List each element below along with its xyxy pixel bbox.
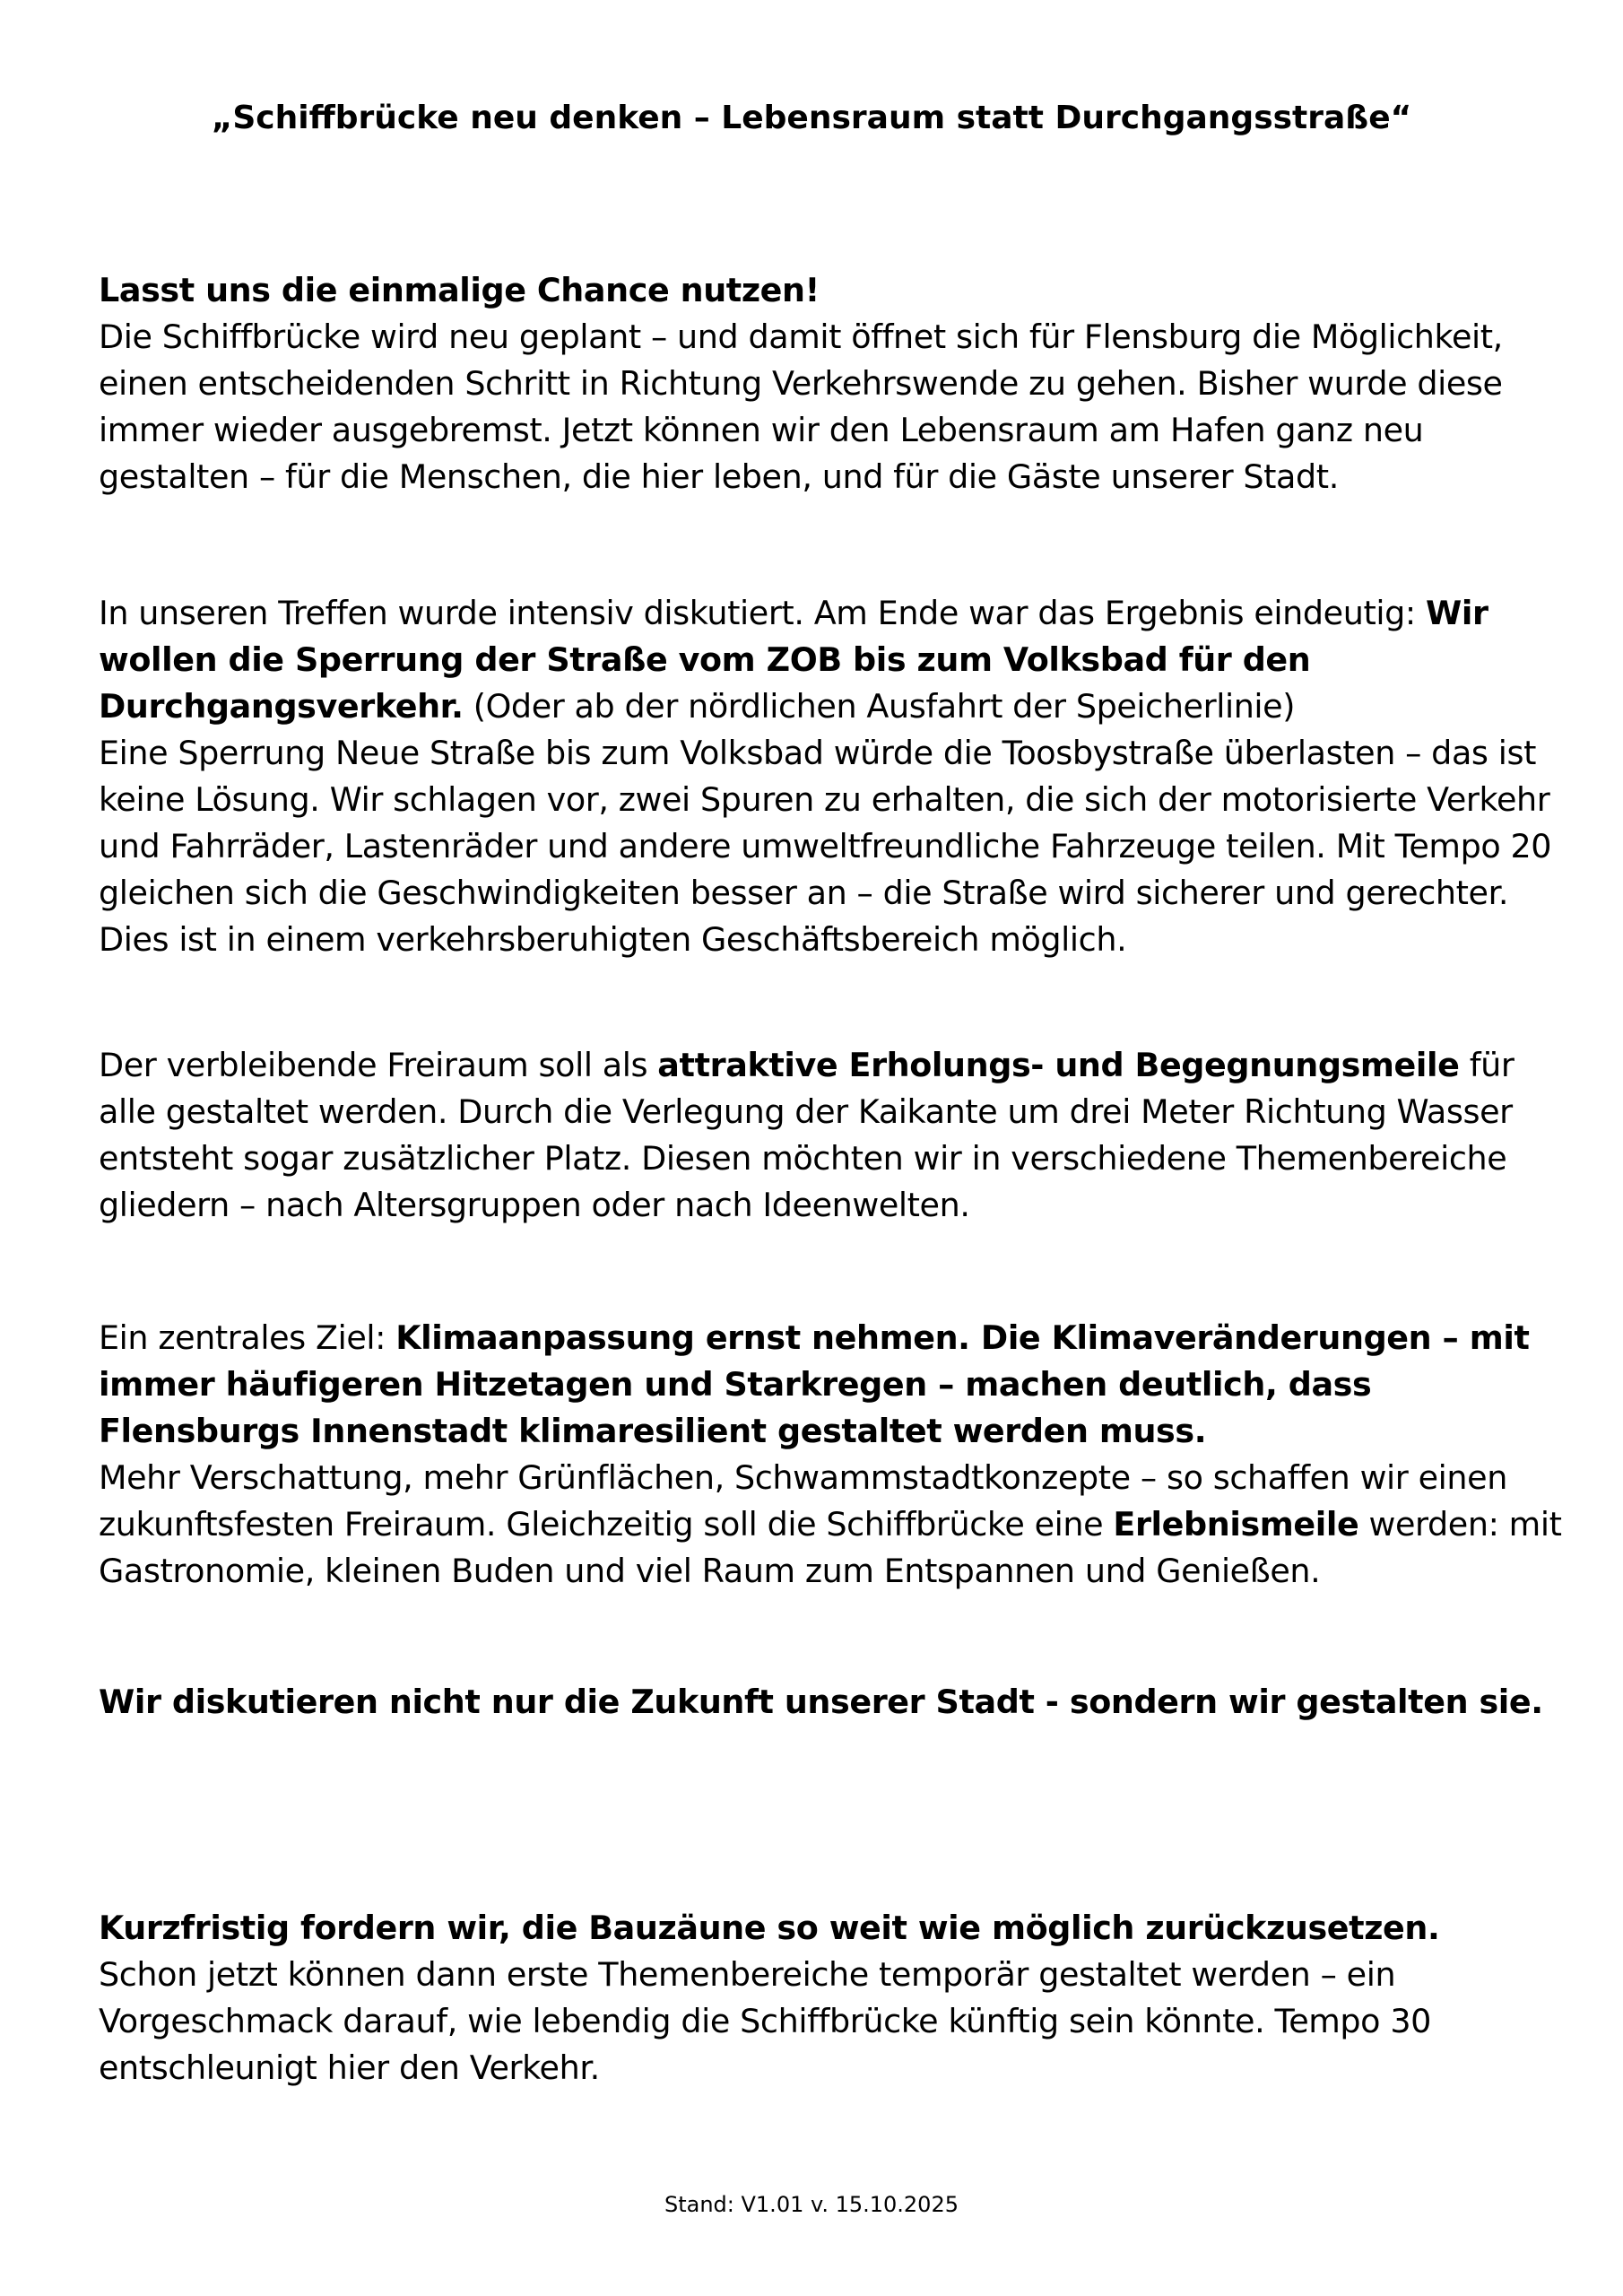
paragraph-klima-pre: Ein zentrales Ziel: — [99, 1318, 396, 1357]
document-title: „Schiffbrücke neu denken – Lebensraum statt Durchgangsstraße“ — [211, 100, 1412, 136]
paragraph-gestalten — [99, 1679, 1569, 1726]
paragraph-sperrung-intro: In unseren Treffen wurde intensiv diskutiert. Am Ende war das Ergebnis eindeutig: — [99, 594, 1416, 632]
document-footer: Stand: V1.01 v. 15.10.2025 — [664, 2192, 959, 2217]
paragraph-chance-text: Die Schiffbrücke wird neu geplant – und damit öffnet sich für Flensburg die Möglichkeit, einen entscheidenden Schritt in Richtung Verkehrswende zu gehen. Bisher wurde diese immer wieder ausgebremst. Jetzt können wir den Lebensraum am Hafen ganz neu gestalten – für die Menschen, die hier leben, und für die Gäste unserer Stadt. — [99, 317, 1503, 496]
paragraph-sperrung-text: Eine Sperrung Neue Straße bis zum Volksbad würde die Toosbystraße überlasten – das ist keine Lösung. Wir schlagen vor, zwei Spuren zu erhalten, die sich der motorisierte Verkehr und Fahrräder, Lastenräder und andere umweltfreundliche Fahrzeuge teilen. Mit Tempo 20 gleichen sich die Geschwindigkeiten besser an – die Straße wird sicherer und gerechter. Dies ist in einem verkehrsberuhigten Geschäftsbereich möglich. — [99, 734, 1552, 959]
paragraph-freiraum-bold: attraktive Erholungs- und Begegnungsmeile — [657, 1046, 1460, 1084]
paragraph-sperrung-bold: Wir wollen die Sperrung der Straße vom ZOB bis zum Volksbad für den Durchgangsverkehr. — [99, 594, 1488, 726]
paragraph-klima-bold: Klimaanpassung ernst nehmen. Die Klimaveränderungen – mit immer häufigeren Hitzetagen und Starkregen – machen deutlich, dass Flensburgs Innenstadt klimaresilient gestaltet werden muss. — [99, 1318, 1530, 1450]
paragraph-freiraum — [99, 1042, 1569, 1229]
paragraph-chance-heading: Lasst uns die einmalige Chance nutzen! — [99, 271, 820, 309]
paragraph-bauzaeune-heading: Kurzfristig fordern wir, die Bauzäune so weit wie möglich zurückzusetzen. — [99, 1909, 1440, 1947]
paragraph-freiraum-post: für alle gestaltet werden. Durch die Verlegung der Kaikante um drei Meter Richtung Wasser entsteht sogar zusätzlicher Platz. Diesen möchten wir in verschiedene Themenbereiche gliedern – nach Altersgruppen oder nach Ideenwelten. — [99, 1046, 1515, 1224]
paragraph-klima-post: werden: mit Gastronomie, kleinen Buden und viel Raum zum Entspannen und Genießen. — [99, 1505, 1562, 1590]
paragraph-bauzaeune-text: Schon jetzt können dann erste Themenbereiche temporär gestaltet werden – ein Vorgeschmack darauf, wie lebendig die Schiffbrücke künftig sein könnte. Tempo 30 entschleunigt hier den Verkehr. — [99, 1955, 1431, 2087]
paragraph-bauzaeune — [99, 1905, 1569, 2092]
paragraph-klima — [99, 1315, 1569, 1595]
paragraph-klima-text: Mehr Verschattung, mehr Grünflächen, Schwammstadtkonzepte – so schaffen wir einen zukunftsfesten Freiraum. Gleichzeitig soll die Schiffbrücke eine — [99, 1458, 1507, 1544]
paragraph-klima-bold2: Erlebnismeile — [1113, 1505, 1359, 1544]
paragraph-chance — [99, 267, 1569, 500]
paragraph-freiraum-pre: Der verbleibende Freiraum soll als — [99, 1046, 658, 1084]
paragraph-sperrung — [99, 590, 1569, 963]
paragraph-sperrung-aside: (Oder ab der nördlichen Ausfahrt der Speicherlinie) — [463, 687, 1296, 726]
paragraph-gestalten-bold: Wir diskutieren nicht nur die Zukunft unserer Stadt - sondern wir gestalten sie. — [99, 1683, 1543, 1721]
